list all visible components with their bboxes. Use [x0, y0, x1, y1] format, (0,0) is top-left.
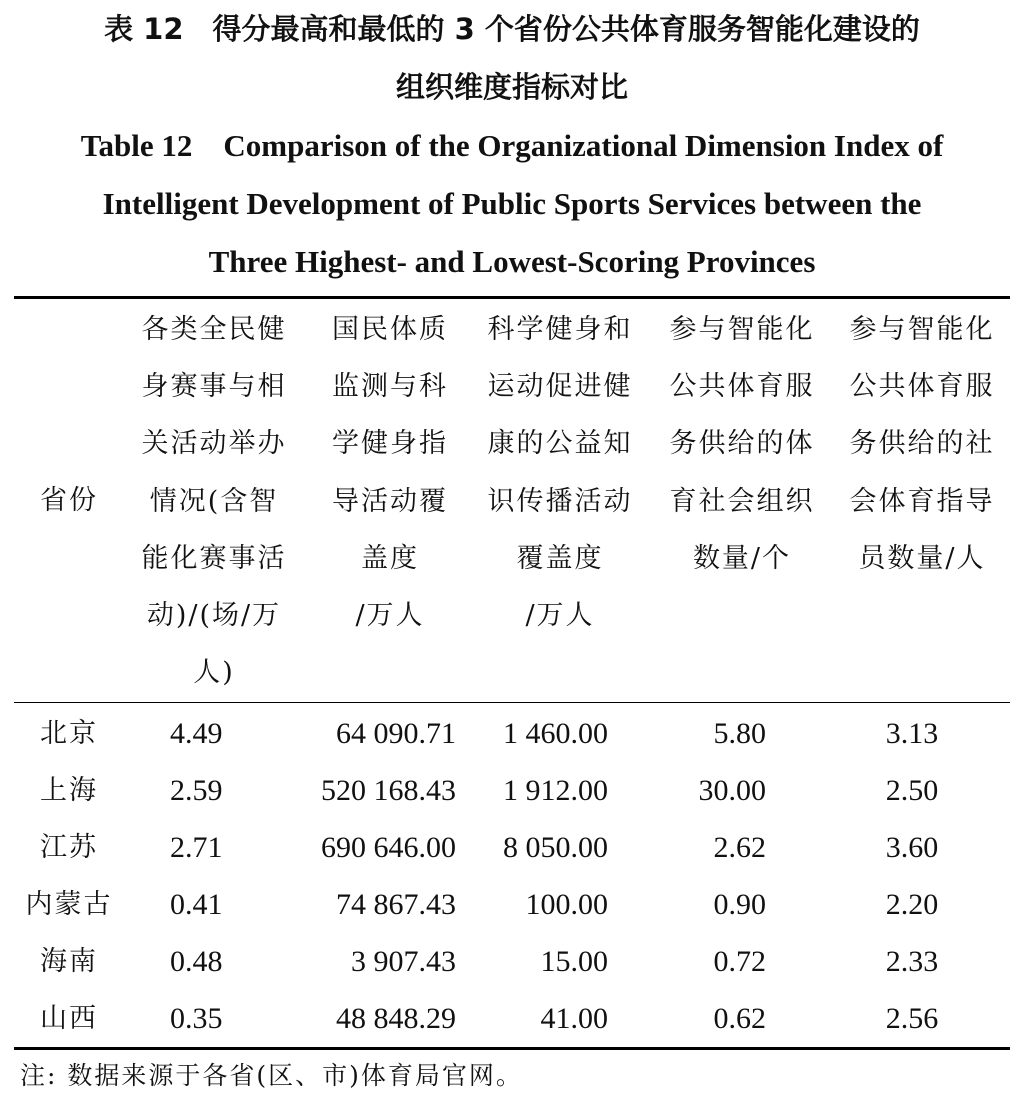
- monitoring-cell: 48 848.29: [336, 1002, 456, 1035]
- knowledge-cell: 8 050.00: [503, 831, 608, 864]
- table-row: [0, 705, 1024, 762]
- table-bottom-rule: [14, 1047, 1010, 1050]
- header-province: 省份: [40, 485, 98, 516]
- table-note: 注: 数据来源于各省(区、市)体育局官网。: [20, 1061, 523, 1090]
- province-cell: 北京: [40, 718, 98, 749]
- events-cell: 2.59: [170, 774, 223, 807]
- title-en-line2: Intelligent Development of Public Sports Services between the: [102, 186, 922, 221]
- organizations-cell: 0.62: [713, 1002, 766, 1035]
- table-row: [0, 762, 1024, 819]
- organizations-cell: 5.80: [713, 717, 766, 750]
- monitoring-cell: 74 867.43: [336, 888, 456, 921]
- organizations-cell: 0.90: [713, 888, 766, 921]
- events-cell: 0.35: [170, 1002, 223, 1035]
- instructors-cell: 2.56: [885, 1002, 939, 1035]
- table-row: [0, 876, 1024, 933]
- table-top-rule: [14, 296, 1010, 299]
- title-cn-line2: 组织维度指标对比: [395, 70, 628, 104]
- header-events: 各类全民健 身赛事与相 关活动举办 情况(含智 能化赛事活 动)/(场/万 人): [141, 314, 287, 689]
- table-header-rule: [14, 702, 1010, 703]
- table-row: [0, 933, 1024, 990]
- knowledge-cell: 100.00: [525, 888, 608, 921]
- title-en-line1: Table 12 Comparison of the Organizational Dimension Index of: [80, 128, 944, 163]
- events-cell: 0.41: [170, 888, 223, 921]
- header-sports-instructors: 参与智能化 公共体育服 务供给的社 会体育指导 员数量/人: [849, 314, 995, 574]
- title-en-line3: Three Highest- and Lowest-Scoring Provinces: [208, 244, 816, 279]
- events-cell: 4.49: [170, 717, 223, 750]
- instructors-cell: 2.33: [885, 945, 939, 978]
- province-cell: 海南: [40, 946, 98, 977]
- province-cell: 山西: [40, 1003, 98, 1034]
- table-row: [0, 819, 1024, 876]
- instructors-cell: 3.13: [885, 717, 939, 750]
- knowledge-cell: 41.00: [540, 1002, 608, 1035]
- events-cell: 0.48: [170, 945, 223, 978]
- organizations-cell: 30.00: [698, 774, 766, 807]
- instructors-cell: 2.50: [885, 774, 939, 807]
- province-cell: 上海: [40, 775, 98, 806]
- instructors-cell: 3.60: [885, 831, 939, 864]
- table-row: [0, 990, 1024, 1047]
- events-cell: 2.71: [170, 831, 223, 864]
- organizations-cell: 2.62: [713, 831, 766, 864]
- organizations-cell: 0.72: [713, 945, 766, 978]
- province-cell: 内蒙古: [25, 889, 113, 920]
- header-knowledge-dissemination: 科学健身和 运动促进健 康的公益知 识传播活动 覆盖度 /万人: [487, 314, 633, 632]
- title-cn-line1: 表 12 得分最高和最低的 3 个省份公共体育服务智能化建设的: [104, 12, 920, 46]
- province-cell: 江苏: [40, 832, 98, 863]
- knowledge-cell: 1 460.00: [503, 717, 608, 750]
- knowledge-cell: 1 912.00: [503, 774, 608, 807]
- header-fitness-monitoring: 国民体质 监测与科 学健身指 导活动覆 盖度 /万人: [332, 314, 448, 632]
- monitoring-cell: 64 090.71: [336, 717, 456, 750]
- monitoring-cell: 3 907.43: [351, 945, 456, 978]
- header-sports-organizations: 参与智能化 公共体育服 务供给的体 育社会组织 数量/个: [669, 314, 815, 574]
- knowledge-cell: 15.00: [540, 945, 608, 978]
- monitoring-cell: 520 168.43: [321, 774, 456, 807]
- monitoring-cell: 690 646.00: [321, 831, 456, 864]
- instructors-cell: 2.20: [885, 888, 939, 921]
